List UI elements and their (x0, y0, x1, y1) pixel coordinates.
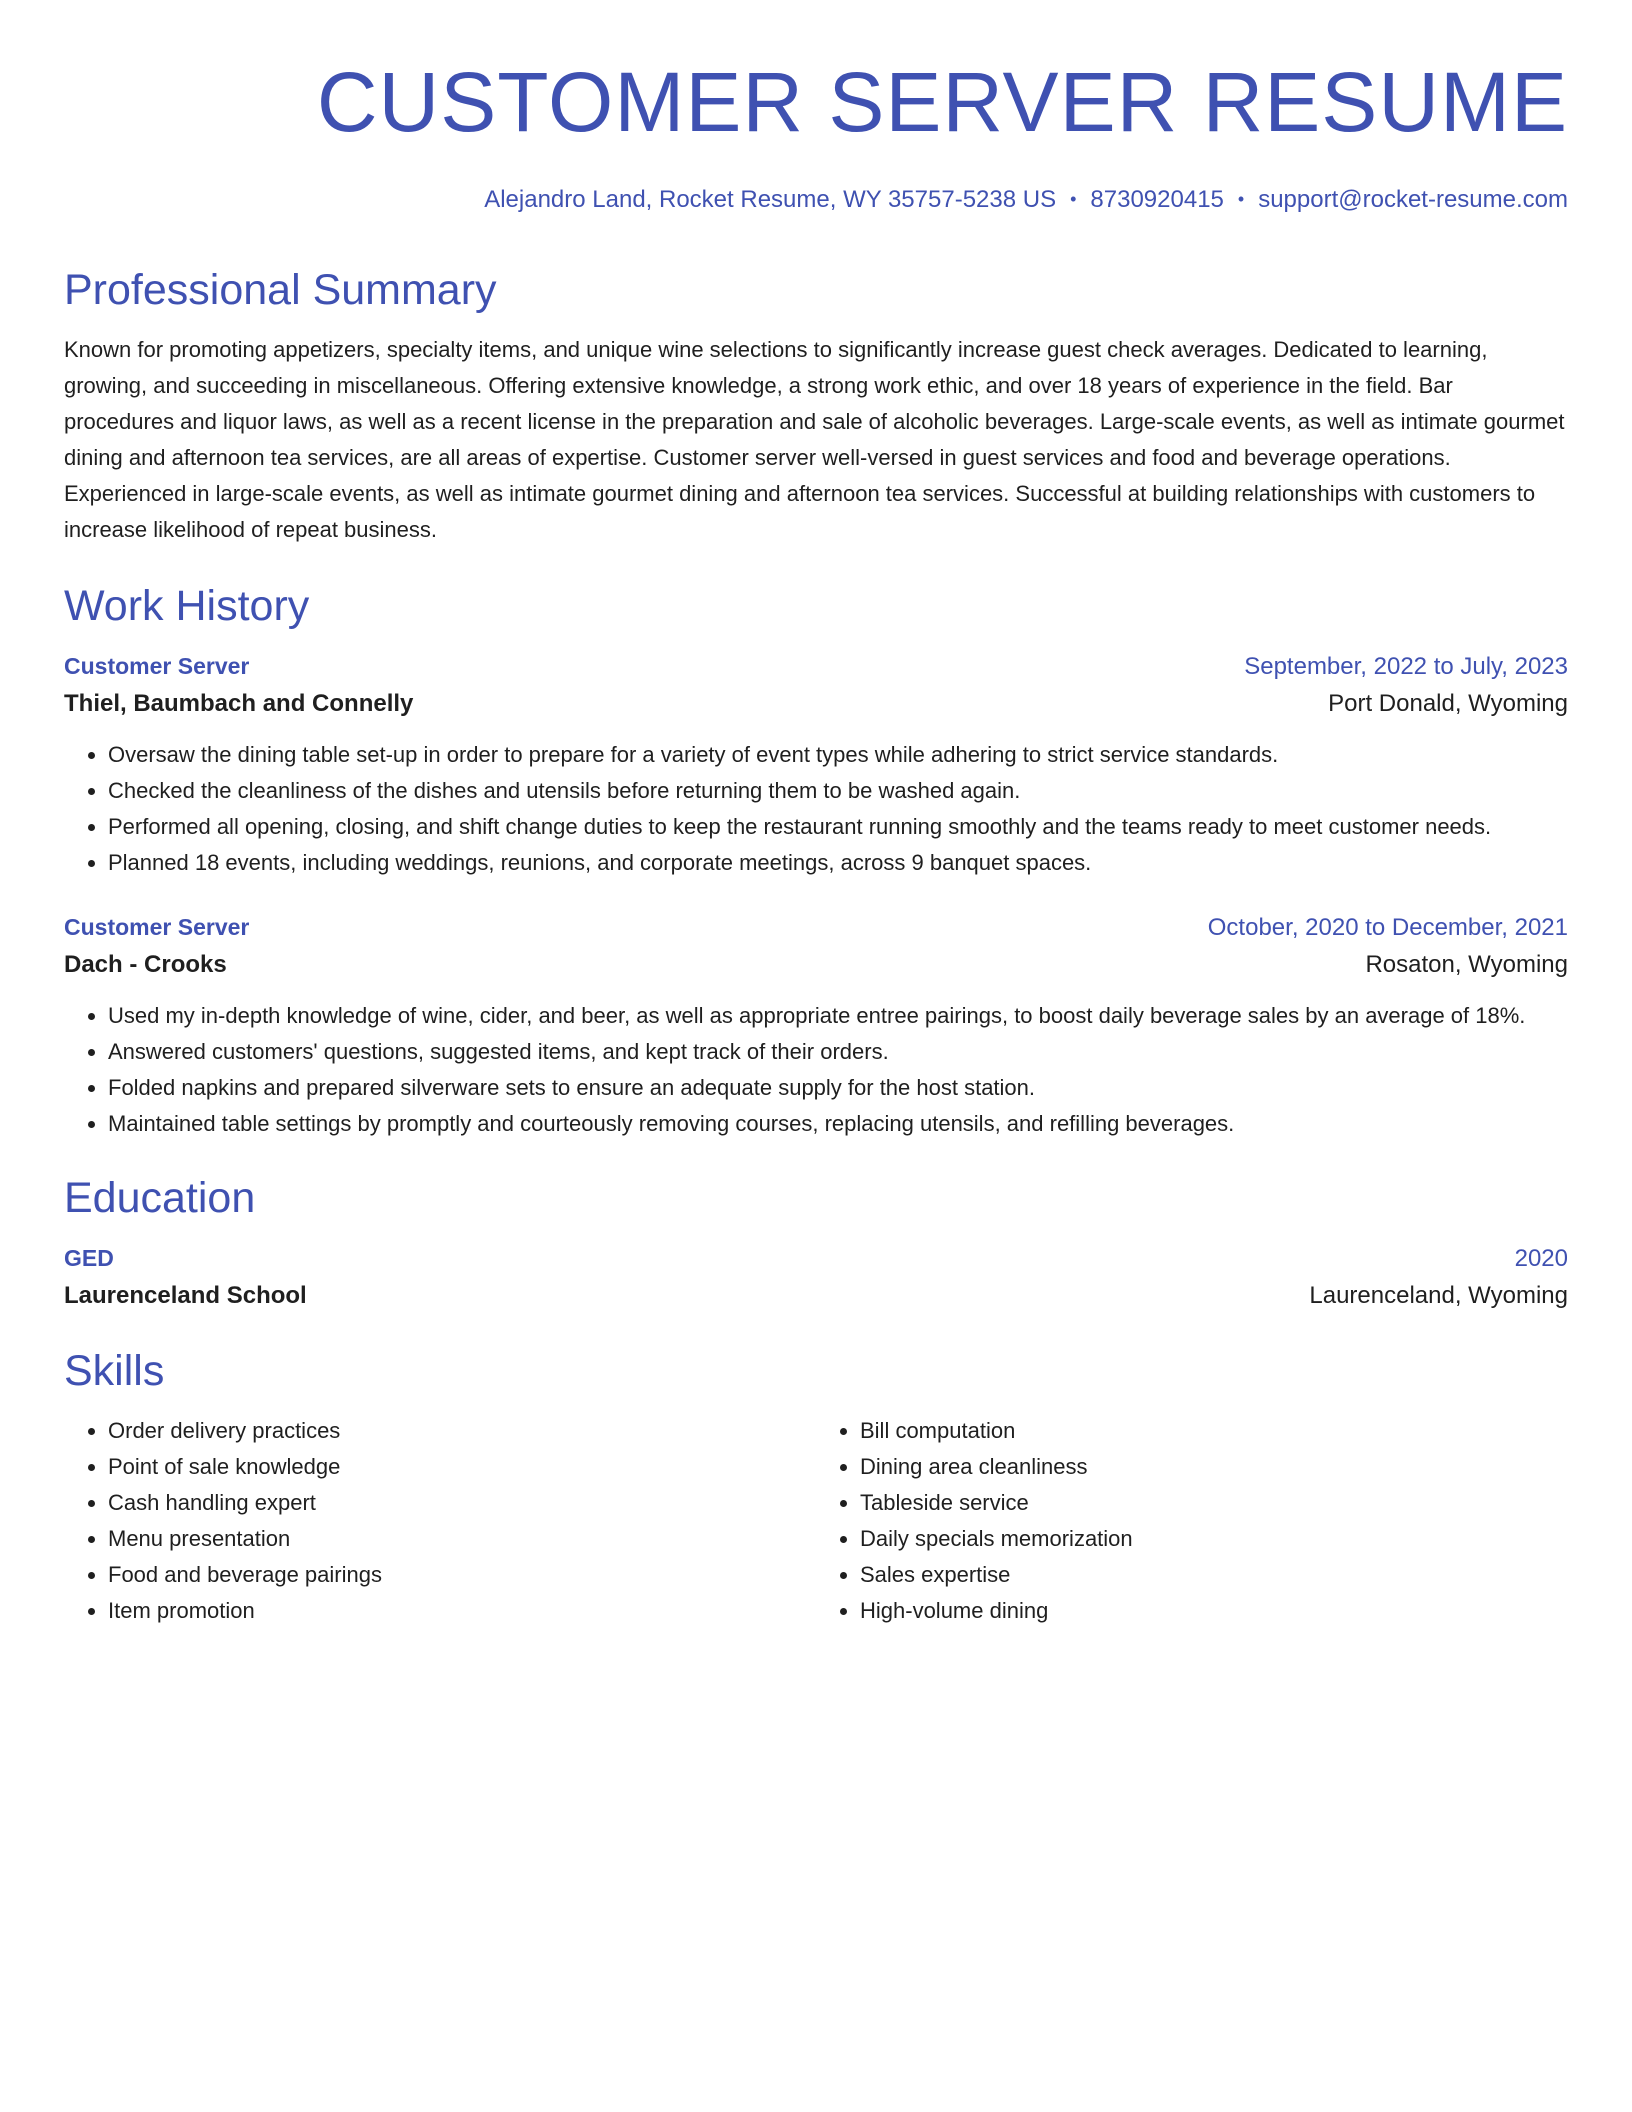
skill-item: • Dining area cleanliness (860, 1449, 1568, 1485)
job-dates: October, 2020 to December, 2021 (1207, 914, 1568, 941)
education-degree-row (64, 1240, 1568, 1277)
contact-email: support@rocket-resume.com (1258, 186, 1568, 213)
job-company: Thiel, Baumbach and Connelly (64, 690, 414, 717)
education-year: 2020 (1514, 1245, 1568, 1272)
skills-list-left (64, 1413, 816, 1629)
skill-item: • Sales expertise (860, 1557, 1568, 1593)
job-bullet: • Oversaw the dining table set-up in order to prepare for a variety of event types while adhering to strict service standards. (108, 737, 1568, 773)
job-company: Dach - Crooks (64, 951, 227, 978)
skill-item: • Bill computation (860, 1413, 1568, 1449)
job-bullet-list (64, 737, 1568, 881)
job-bullet: • Planned 18 events, including weddings, reunions, and corporate meetings, across 9 banquet spaces. (108, 845, 1568, 881)
skill-item: • Item promotion (108, 1593, 816, 1629)
job-bullet: • Performed all opening, closing, and shift change duties to keep the restaurant running smoothly and the teams ready to meet customer needs. (108, 809, 1568, 845)
education-entry (64, 1240, 1568, 1315)
job-company-row (64, 685, 1568, 723)
job-title-row (64, 909, 1568, 946)
job-bullet: • Answered customers' questions, suggested items, and kept track of their orders. (108, 1034, 1568, 1070)
education-school-row (64, 1277, 1568, 1315)
summary-text: Known for promoting appetizers, specialty items, and unique wine selections to significantly increase guest check averages. Dedicated to learning, growing, and succeeding in miscellaneous. Offering extensive knowledge, a strong work ethic, and over 18 years of experience in the field. Bar procedures and liquor laws, as well as a recent license in the preparation and sale of alcoholic beverages. Large-scale events, as well as intimate gourmet dining and afternoon tea services, are all areas of expertise. Customer server well-versed in guest services and food and beverage operations. Experienced in large-scale events, as well as intimate gourmet dining and afternoon tea services. Successful at building relationships with customers to increase likelihood of repeat business. (64, 337, 1565, 542)
skill-item: • Tableside service (860, 1485, 1568, 1521)
job-dates: September, 2022 to July, 2023 (1244, 653, 1568, 680)
job-title: Customer Server (64, 653, 250, 679)
skill-item: • Point of sale knowledge (108, 1449, 816, 1485)
education-degree: GED (64, 1245, 114, 1271)
summary-heading: Professional Summary (64, 266, 497, 314)
contact-phone: 8730920415 (1090, 186, 1224, 213)
work-history-heading: Work History (64, 582, 310, 630)
job-entry (64, 648, 1568, 881)
skill-item: • Menu presentation (108, 1521, 816, 1557)
contact-line (64, 182, 1568, 217)
skills-columns (64, 1413, 1568, 1629)
contact-separator: • (1070, 189, 1077, 209)
job-title-row (64, 648, 1568, 685)
contact-separator: • (1237, 189, 1245, 209)
skills-list-right (816, 1413, 1568, 1629)
skill-item: • Daily specials memorization (860, 1521, 1568, 1557)
education-location: Laurenceland, Wyoming (1309, 1282, 1568, 1309)
job-bullet-list (64, 998, 1568, 1142)
job-bullet: • Folded napkins and prepared silverware sets to ensure an adequate supply for the host station. (108, 1070, 1568, 1106)
job-bullet: • Maintained table settings by promptly and courteously removing courses, replacing utensils, and refilling beverages. (108, 1106, 1568, 1142)
resume-page (64, 50, 1568, 1629)
skill-item: • High-volume dining (860, 1593, 1568, 1629)
job-location: Port Donald, Wyoming (1328, 690, 1568, 717)
job-location: Rosaton, Wyoming (1365, 951, 1568, 978)
job-title: Customer Server (64, 914, 250, 940)
skills-heading: Skills (64, 1347, 165, 1395)
job-bullet: • Checked the cleanliness of the dishes and utensils before returning them to be washed again. (108, 773, 1568, 809)
education-heading: Education (64, 1174, 256, 1222)
job-entry (64, 909, 1568, 1142)
job-company-row (64, 946, 1568, 984)
skill-item: • Cash handling expert (108, 1485, 816, 1521)
job-bullet: • Used my in-depth knowledge of wine, cider, and beer, as well as appropriate entree pairings, to boost daily beverage sales by an average of 18%. (108, 998, 1568, 1034)
skill-item: • Order delivery practices (108, 1413, 816, 1449)
skill-item: • Food and beverage pairings (108, 1557, 816, 1593)
contact-address: Alejandro Land, Rocket Resume, WY 35757-5238 US (484, 186, 1057, 213)
resume-title: CUSTOMER SERVER RESUME (316, 55, 1568, 149)
education-school: Laurenceland School (64, 1282, 307, 1309)
